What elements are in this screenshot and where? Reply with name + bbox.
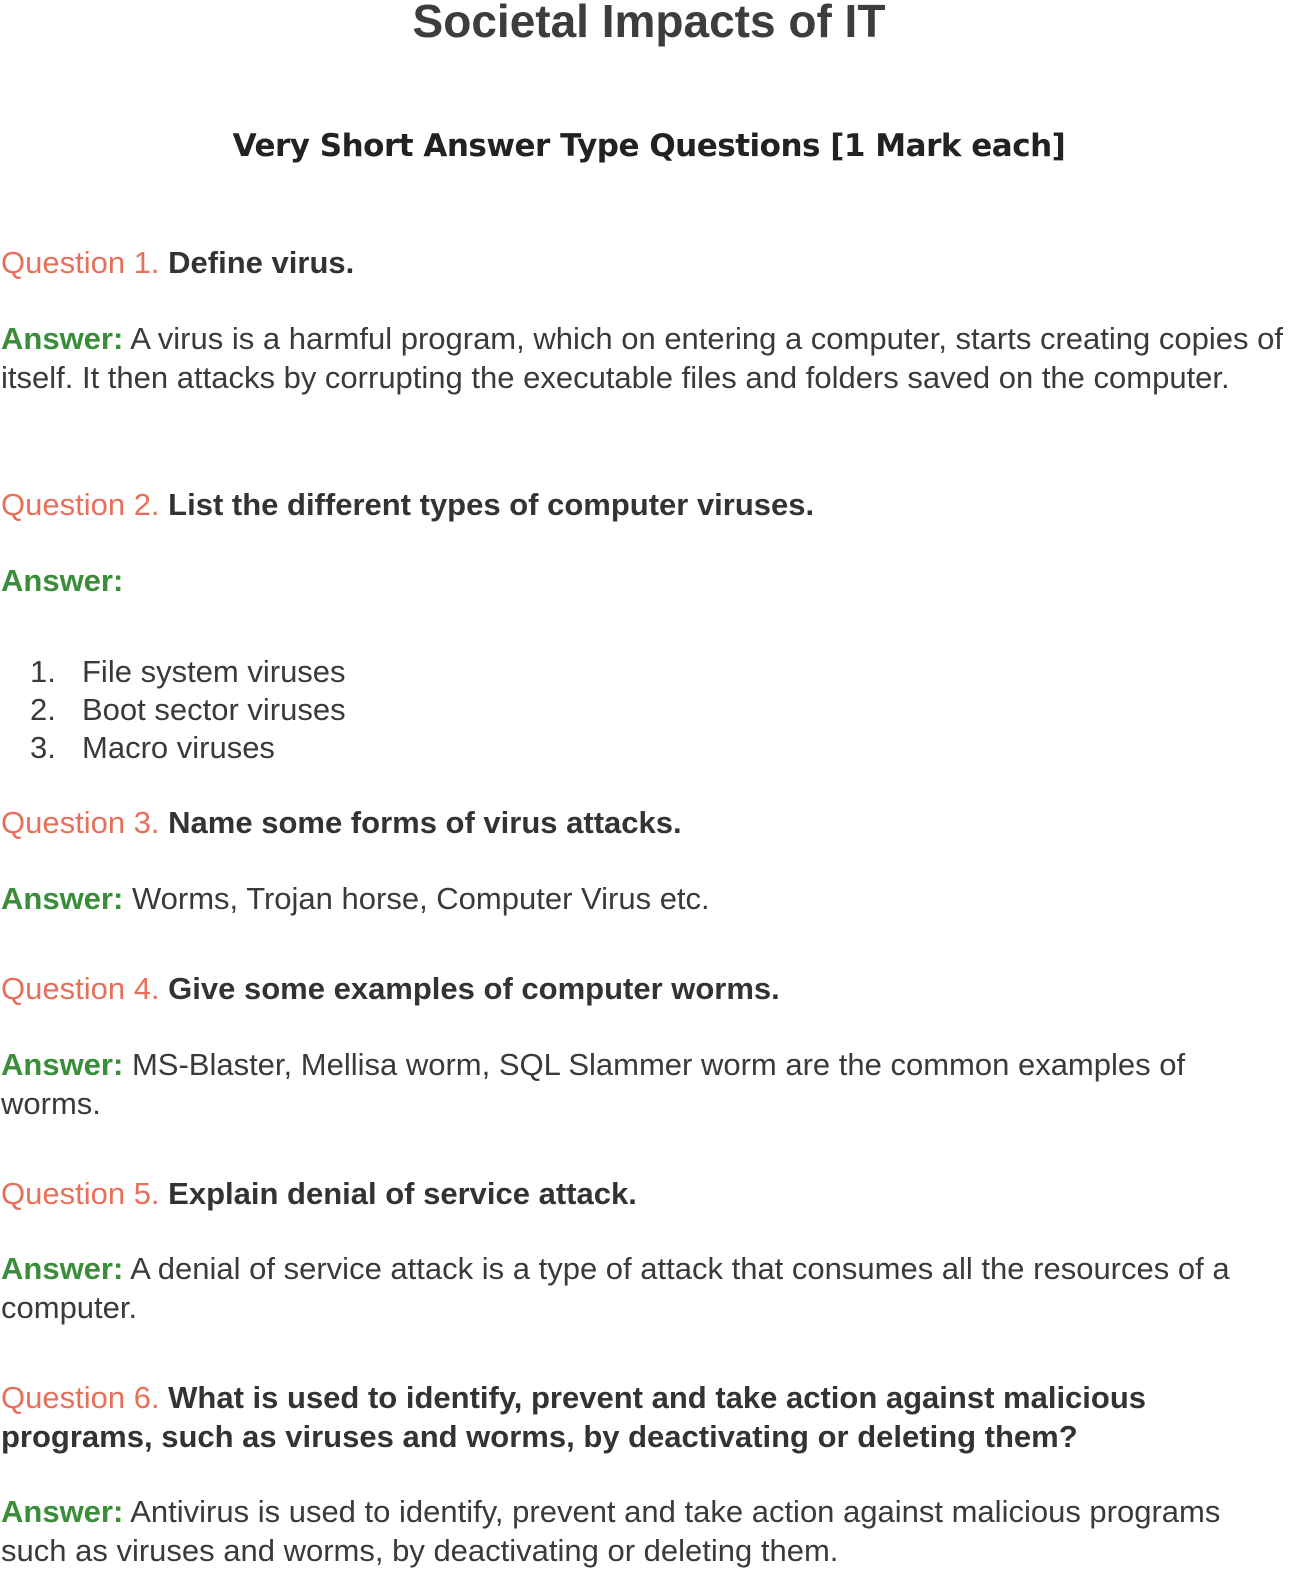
answer-label: Answer:	[1, 1494, 124, 1529]
answer-text: Antivirus is used to identify, prevent and take action against malicious programs such as viruses and worms, by deactivating or deleting them.	[1, 1494, 1221, 1568]
answer-2	[1, 561, 1291, 600]
list-item-text: File system viruses	[82, 654, 346, 689]
list-item	[30, 729, 346, 767]
question-text: Name some forms of virus attacks.	[168, 805, 682, 840]
question-label: Question 3.	[1, 805, 160, 840]
question-1	[1, 243, 1291, 282]
question-label: Question 2.	[1, 487, 160, 522]
question-text: What is used to identify, prevent and take action against malicious programs, such as viruses and worms, by deactivating or deleting them?	[1, 1380, 1147, 1454]
answer-text: Worms, Trojan horse, Computer Virus etc.	[131, 881, 710, 916]
answer-text: A denial of service attack is a type of attack that consumes all the resources of a computer.	[1, 1251, 1230, 1325]
question-text: List the different types of computer viruses.	[168, 487, 815, 522]
question-4	[1, 969, 1291, 1008]
question-label: Question 1.	[1, 245, 160, 280]
answer-text: MS-Blaster, Mellisa worm, SQL Slammer worm are the common examples of worms.	[1, 1047, 1186, 1121]
list-item-number: 1.	[30, 654, 56, 689]
question-3	[1, 803, 1291, 842]
question-label: Question 4.	[1, 971, 160, 1006]
question-text: Give some examples of computer worms.	[168, 971, 780, 1006]
answer-label: Answer:	[1, 1047, 124, 1082]
list-item-number: 2.	[30, 692, 56, 727]
answer-label: Answer:	[1, 881, 124, 916]
answer-1	[1, 319, 1291, 397]
answer-text: A virus is a harmful program, which on entering a computer, starts creating copies of itself. It then attacks by corrupting the executable files and folders saved on the computer.	[1, 321, 1283, 395]
question-5	[1, 1174, 1291, 1213]
answer-label: Answer:	[1, 563, 124, 598]
question-2	[1, 485, 1291, 524]
question-label: Question 6.	[1, 1380, 160, 1415]
answer-4	[1, 1045, 1291, 1123]
question-6	[1, 1378, 1291, 1456]
answer-5	[1, 1249, 1291, 1327]
answer-label: Answer:	[1, 321, 124, 356]
list-item-number: 3.	[30, 730, 56, 765]
question-text: Explain denial of service attack.	[168, 1176, 637, 1211]
list-item	[30, 691, 346, 729]
section-subtitle: Very Short Answer Type Questions [1 Mark each]	[232, 128, 1066, 164]
question-label: Question 5.	[1, 1176, 160, 1211]
virus-types-list	[30, 653, 346, 767]
list-item	[30, 653, 346, 691]
question-text: Define virus.	[168, 245, 355, 280]
page-title: Societal Impacts of IT	[412, 0, 886, 47]
answer-label: Answer:	[1, 1251, 124, 1286]
answer-6	[1, 1492, 1291, 1570]
list-item-text: Boot sector viruses	[82, 692, 346, 727]
list-item-text: Macro viruses	[82, 730, 275, 765]
answer-3	[1, 879, 1291, 918]
